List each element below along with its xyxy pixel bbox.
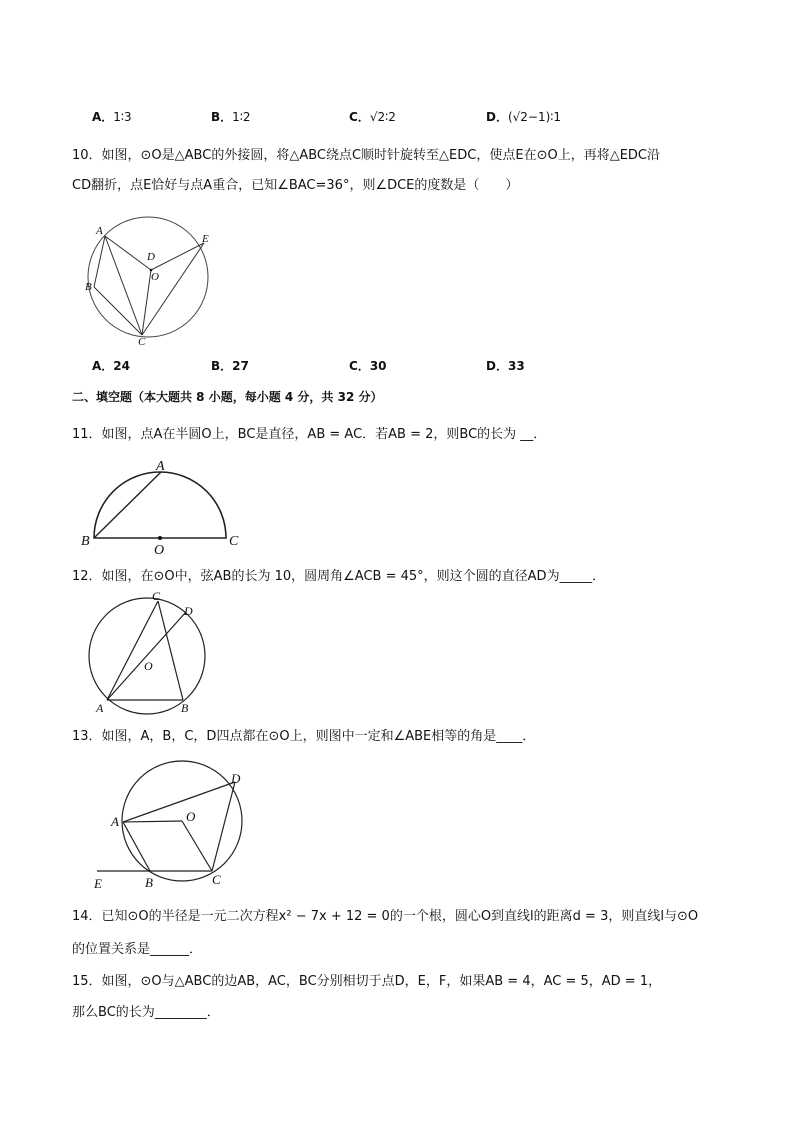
q11-stem: 11．如图，点A在半圆O上，BC是直径，AB = AC．若AB = 2，则BC的长为 __．: [72, 427, 547, 442]
section-2-title: 二、填空题（本大题共 8 小题，每小题 4 分，共 32 分）: [72, 390, 383, 404]
q10-option-c: C．30: [349, 359, 387, 373]
q13-label-a: A: [111, 814, 119, 829]
q11-chord-ab: [94, 472, 161, 538]
q11-label-c: C: [229, 534, 239, 549]
q9-option-a: A．1∶3: [92, 110, 132, 124]
q10-label-c: C: [138, 336, 146, 348]
q11-label-o: O: [154, 543, 165, 558]
q13-label-o: O: [186, 809, 196, 824]
q9-option-d: D．(√2−1)∶1: [486, 110, 562, 124]
q9-option-b: B．1∶2: [211, 110, 251, 124]
q15-stem-line1: 15．如图，⊙O与△ABC的边AB，AC，BC分别相切于点D，E，F，如果AB = 4，AC = 5，AD = 1，: [72, 974, 662, 989]
q12-figure: [85, 590, 215, 720]
q10-label-e: E: [202, 233, 209, 245]
q10-option-d: D．33: [486, 359, 525, 373]
q10-label-d: D: [147, 251, 155, 263]
q10-stem-line2: CD翻折，点E恰好与点A重合，已知∠BAC=36°，则∠DCE的度数是（ ）: [72, 178, 519, 193]
q14-stem-line2: 的位置关系是______．: [72, 942, 203, 957]
q11-label-a: A: [156, 459, 165, 474]
q10-label-o: O: [151, 271, 159, 283]
q15-stem-line2: 那么BC的长为________．: [72, 1005, 220, 1020]
q10-option-a: A．24: [92, 359, 130, 373]
q12-label-c: C: [152, 589, 161, 603]
q10-label-a: A: [96, 225, 103, 237]
q11-figure: [80, 455, 250, 558]
q12-label-o: O: [144, 659, 153, 673]
q10-circle: [88, 217, 208, 337]
q10-figure: [80, 215, 220, 348]
q13-label-c: C: [212, 872, 221, 887]
q10-stem-line1: 10．如图，⊙O是△ABC的外接圆，将△ABC绕点C顺时针旋转至△EDC，使点E在⊙O上，再将△EDC沿: [72, 148, 660, 163]
q13-label-e: E: [94, 876, 102, 891]
q12-label-a: A: [96, 701, 104, 715]
q13-figure: [90, 760, 260, 895]
q12-label-d: D: [184, 604, 193, 618]
q10-option-b: B．27: [211, 359, 249, 373]
q13-label-d: D: [231, 771, 241, 786]
q12-segments: [107, 601, 186, 700]
q9-option-c: C．√2∶2: [349, 110, 396, 124]
q11-semicircle: [94, 472, 226, 538]
q11-label-b: B: [81, 534, 90, 549]
q13-stem: 13．如图，A，B，C，D四点都在⊙O上，则图中一定和∠ABE相等的角是____．: [72, 729, 536, 744]
q10-label-b: B: [85, 281, 92, 293]
q12-label-b: B: [181, 701, 189, 715]
q12-stem: 12．如图，在⊙O中，弦AB的长为 10，圆周角∠ACB = 45°，则这个圆的直径AD为_____．: [72, 569, 606, 584]
q11-center-point: [158, 536, 162, 540]
q14-stem-line1: 14．已知⊙O的半径是一元二次方程x² − 7x + 12 = 0的一个根，圆心O到直线l的距离d = 3，则直线l与⊙O: [72, 909, 699, 924]
q13-label-b: B: [145, 875, 153, 890]
